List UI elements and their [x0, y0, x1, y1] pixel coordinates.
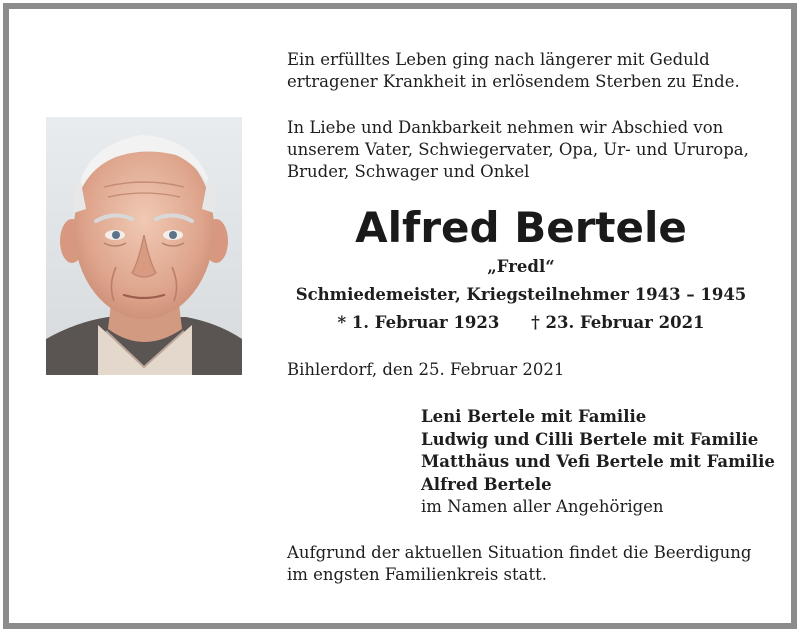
mourner-name: Matthäus und Vefi Bertele mit Familie — [421, 452, 775, 471]
death-date: † 23. Februar 2021 — [531, 313, 705, 332]
notice-line: Aufgrund der aktuellen Situation findet die Beerdigung — [287, 543, 752, 562]
obituary-frame — [3, 3, 797, 629]
mourner-name: Ludwig und Cilli Bertele mit Familie — [421, 429, 759, 449]
place-and-date: Bihlerdorf, den 25. Februar 2021 — [287, 360, 565, 379]
portrait-photo — [46, 117, 242, 375]
deceased-name: Alfred Bertele — [355, 203, 687, 252]
deceased-nickname: „Fredl“ — [487, 257, 555, 276]
intro-text — [287, 49, 740, 93]
mourner-name: Alfred Bertele — [421, 474, 552, 494]
deceased-occupation: Schmiedemeister, Kriegsteilnehmer 1943 – 1945 — [295, 285, 747, 304]
farewell-line: Bruder, Schwager und Onkel — [287, 162, 530, 181]
farewell-line: In Liebe und Dankbarkeit nehmen wir Abschied von — [287, 118, 724, 137]
farewell-text — [287, 117, 749, 183]
portrait-illustration — [46, 117, 242, 375]
birth-date: * 1. Februar 1923 — [337, 313, 500, 332]
funeral-notice — [287, 542, 752, 586]
intro-line: ertragener Krankheit in erlösendem Sterben zu Ende. — [287, 72, 740, 91]
life-dates — [287, 312, 755, 334]
farewell-line: unserem Vater, Schwiegervater, Opa, Ur- und Ururopa, — [287, 140, 749, 159]
intro-line: Ein erfülltes Leben ging nach längerer mit Geduld — [287, 50, 710, 69]
mourners-list — [421, 406, 775, 519]
mourners-suffix: im Namen aller Angehörigen — [421, 497, 664, 516]
notice-line: im engsten Familienkreis statt. — [287, 565, 547, 584]
mourner-name: Leni Bertele mit Familie — [421, 407, 647, 426]
